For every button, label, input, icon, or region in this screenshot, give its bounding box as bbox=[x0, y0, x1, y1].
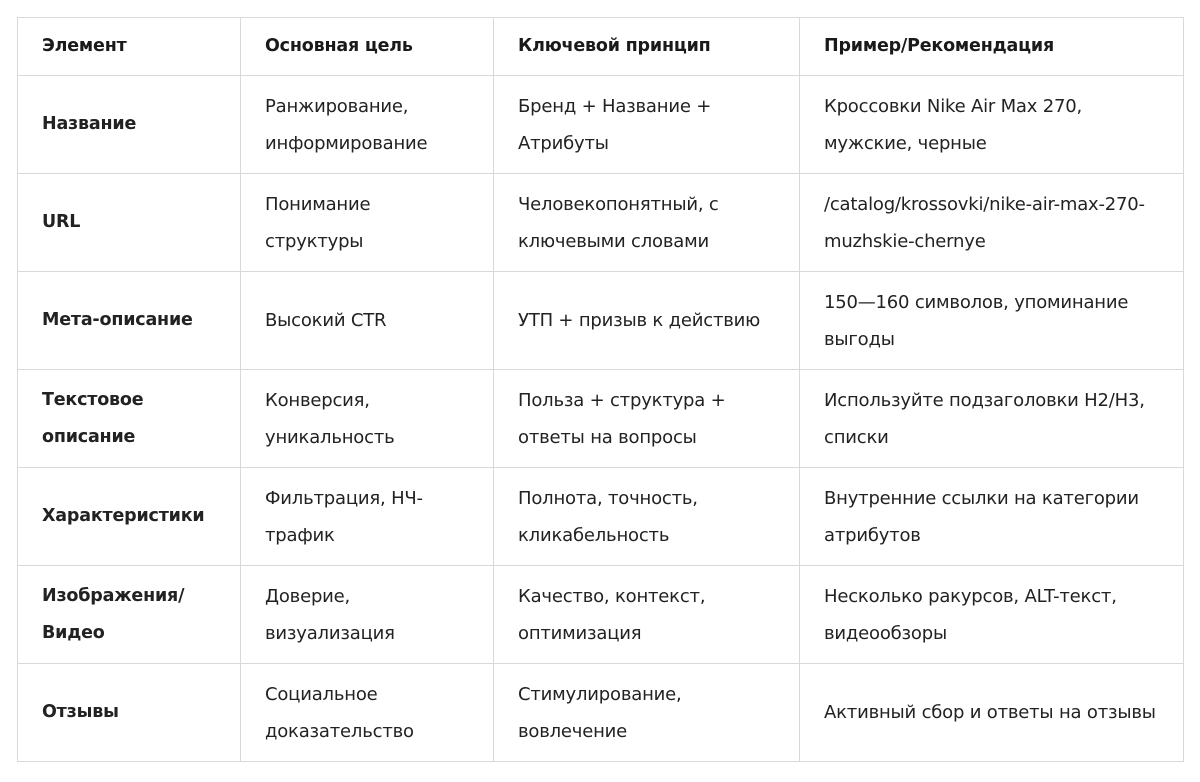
table-row bbox=[18, 664, 1184, 762]
row-label: Отзывы bbox=[18, 664, 241, 762]
header-key-principle: Ключевой принцип bbox=[494, 18, 800, 76]
row-label: Изображения/Видео bbox=[18, 566, 241, 664]
cell-key-principle: УТП + призыв к действию bbox=[494, 272, 800, 370]
cell-example: Несколько ракурсов, ALT-текст, видеообзоры bbox=[800, 566, 1184, 664]
cell-example: Используйте подзаголовки H2/H3, списки bbox=[800, 370, 1184, 468]
row-label: URL bbox=[18, 174, 241, 272]
cell-example: Активный сбор и ответы на отзывы bbox=[800, 664, 1184, 762]
header-main-goal: Основная цель bbox=[241, 18, 494, 76]
row-label: Характеристики bbox=[18, 468, 241, 566]
table-row bbox=[18, 468, 1184, 566]
row-label: Текстовое описание bbox=[18, 370, 241, 468]
cell-main-goal: Доверие, визуализация bbox=[241, 566, 494, 664]
cell-example: Внутренние ссылки на категории атрибутов bbox=[800, 468, 1184, 566]
table-row bbox=[18, 76, 1184, 174]
table-row bbox=[18, 272, 1184, 370]
cell-example: /catalog/krossovki/nike-air-max-270-muzhskie-chernye bbox=[800, 174, 1184, 272]
seo-elements-table-container bbox=[17, 17, 1183, 762]
cell-key-principle: Человекопонятный, с ключевыми словами bbox=[494, 174, 800, 272]
header-example: Пример/Рекомендация bbox=[800, 18, 1184, 76]
table-row bbox=[18, 566, 1184, 664]
cell-main-goal: Высокий CTR bbox=[241, 272, 494, 370]
row-label: Мета-описание bbox=[18, 272, 241, 370]
header-element: Элемент bbox=[18, 18, 241, 76]
cell-key-principle: Полнота, точность, кликабельность bbox=[494, 468, 800, 566]
cell-main-goal: Конверсия, уникальность bbox=[241, 370, 494, 468]
cell-key-principle: Стимулирование, вовлечение bbox=[494, 664, 800, 762]
table-row bbox=[18, 370, 1184, 468]
cell-example: 150—160 символов, упоминание выгоды bbox=[800, 272, 1184, 370]
cell-main-goal: Социальное доказательство bbox=[241, 664, 494, 762]
cell-example: Кроссовки Nike Air Max 270, мужские, черные bbox=[800, 76, 1184, 174]
cell-key-principle: Бренд + Название + Атрибуты bbox=[494, 76, 800, 174]
cell-key-principle: Польза + структура + ответы на вопросы bbox=[494, 370, 800, 468]
cell-key-principle: Качество, контекст, оптимизация bbox=[494, 566, 800, 664]
row-label: Название bbox=[18, 76, 241, 174]
cell-main-goal: Ранжирование, информирование bbox=[241, 76, 494, 174]
seo-elements-table bbox=[17, 17, 1184, 762]
cell-main-goal: Фильтрация, НЧ-трафик bbox=[241, 468, 494, 566]
cell-main-goal: Понимание структуры bbox=[241, 174, 494, 272]
table-header-row bbox=[18, 18, 1184, 76]
table-row bbox=[18, 174, 1184, 272]
